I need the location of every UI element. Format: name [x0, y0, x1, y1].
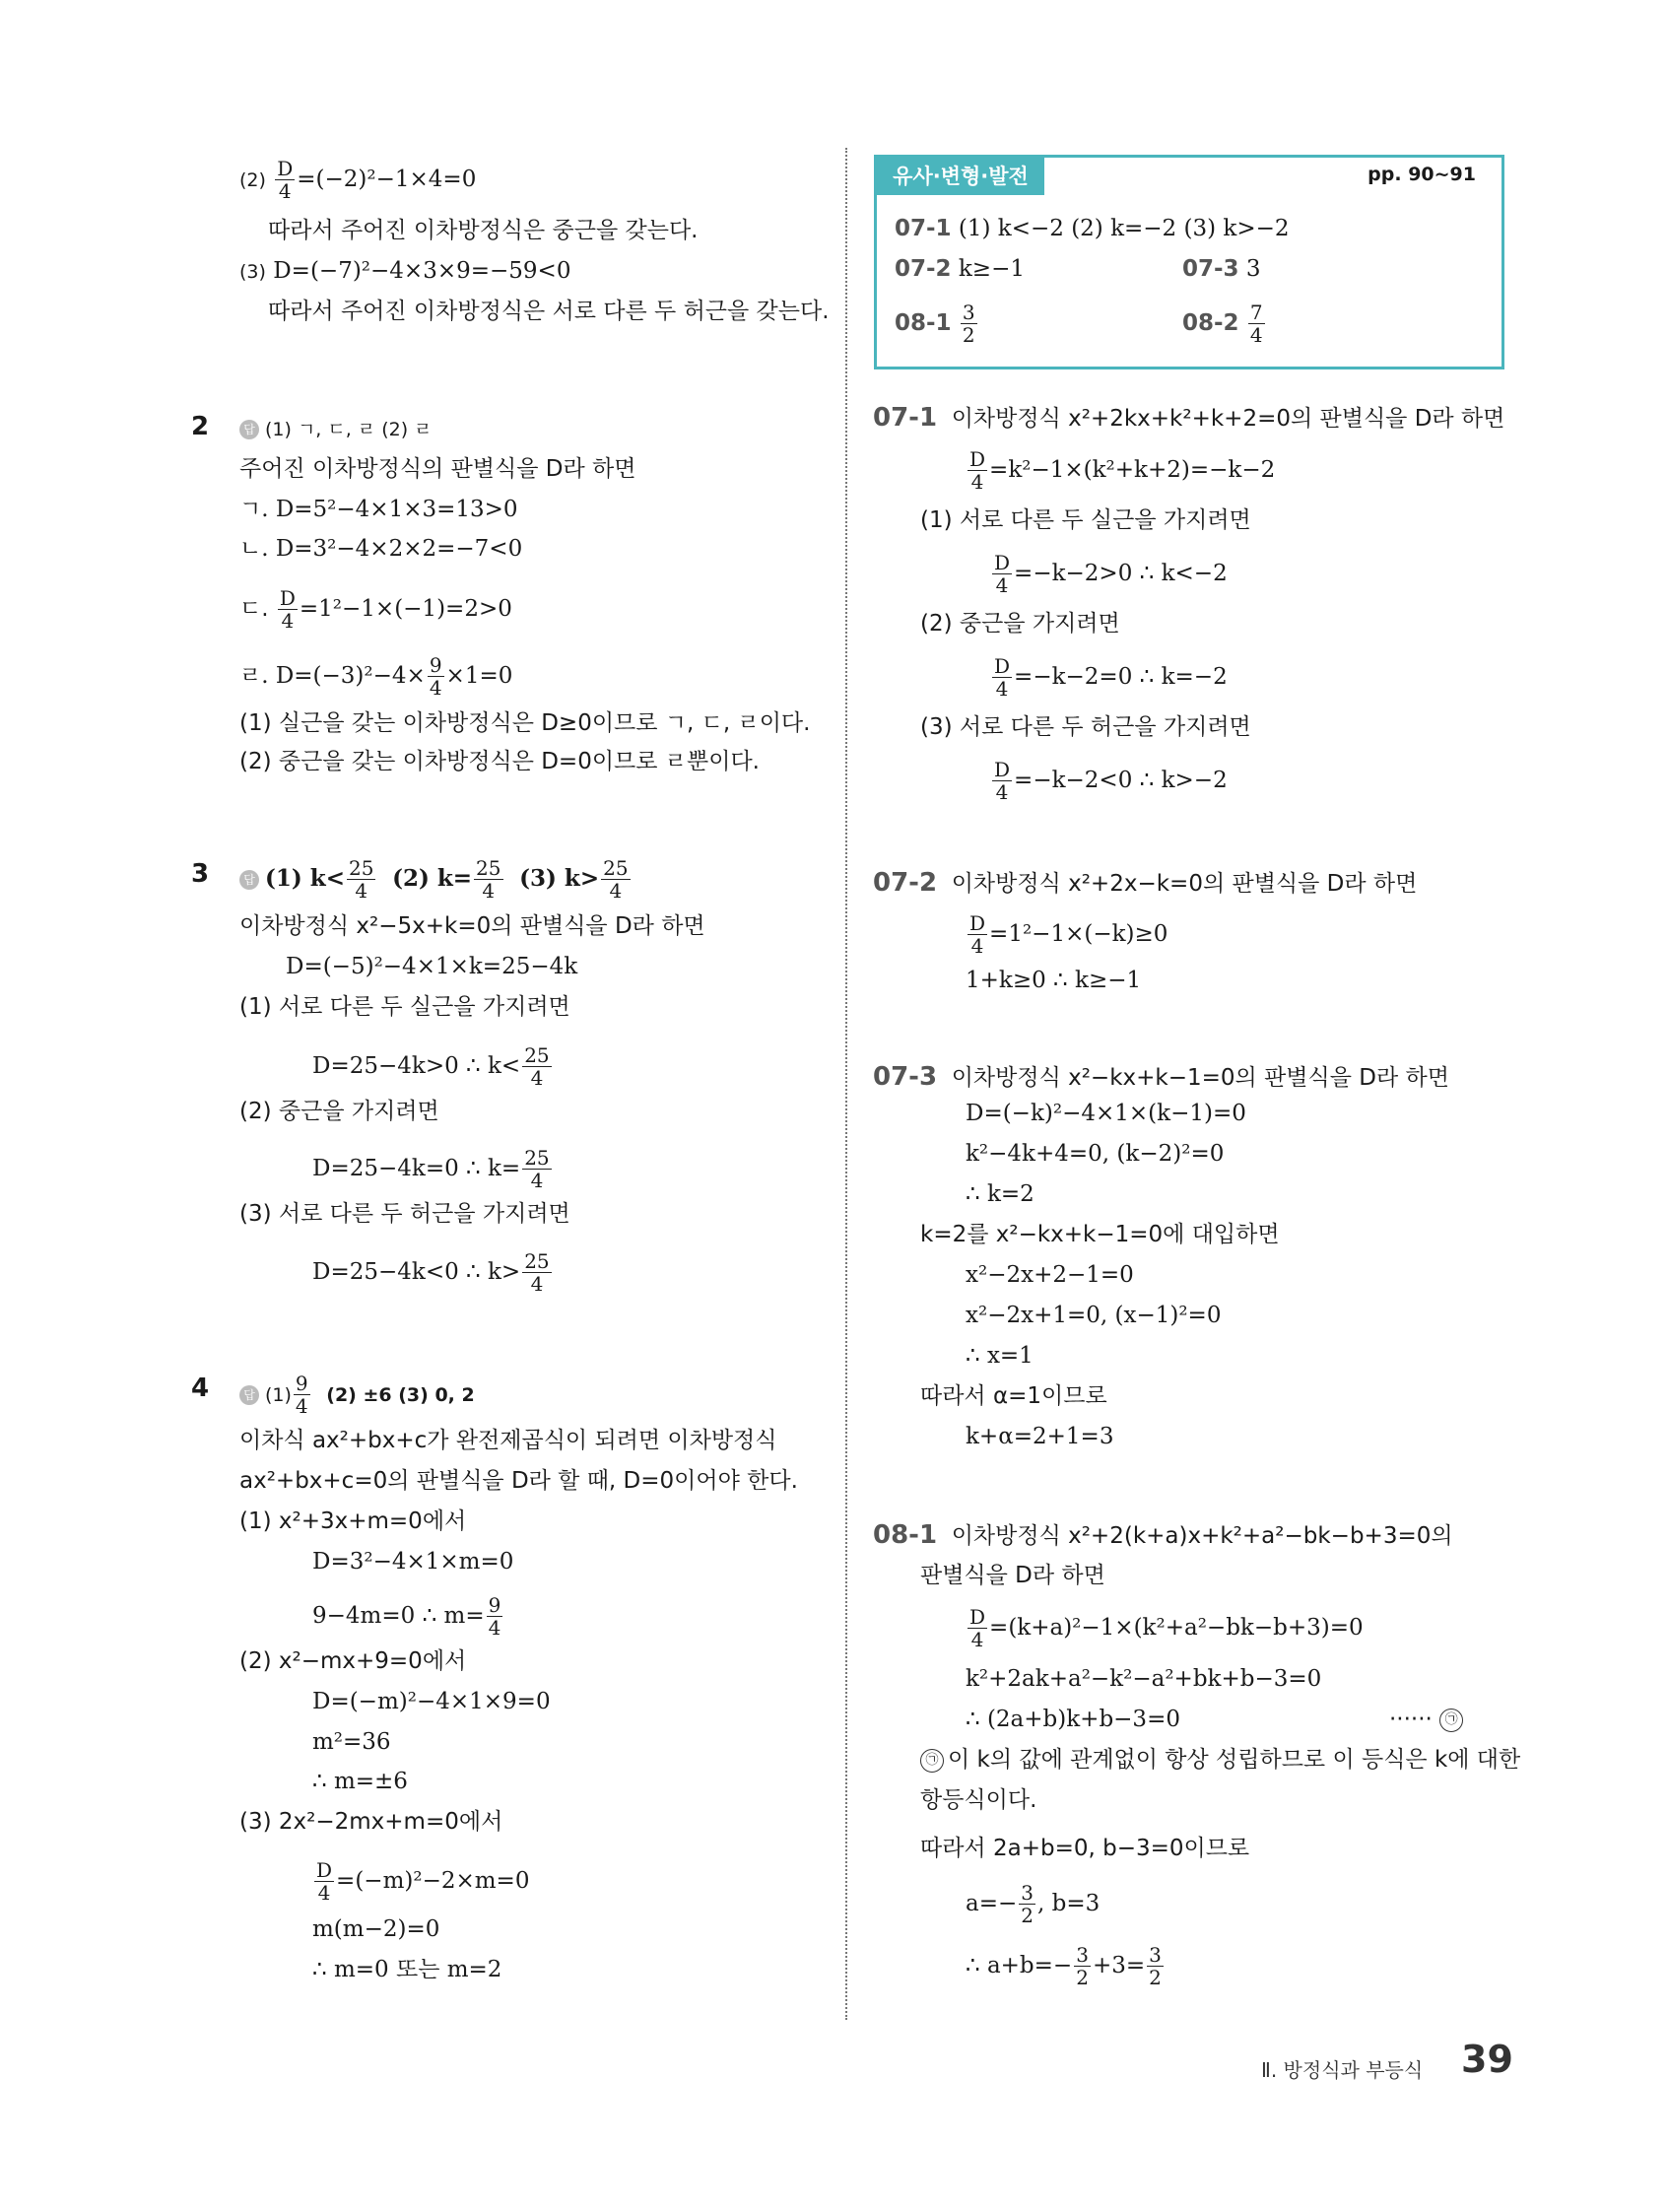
eq-line: ㄹ. D=(−3)²−4× $\frac{9}{4}$ ×1=0 — [239, 653, 513, 700]
eq-line: x²−2x+2−1=0 — [966, 1262, 1134, 1288]
text-line: 따라서 주어진 이차방정식은 중근을 갖는다. — [268, 218, 699, 243]
eq-line: m²=36 — [312, 1729, 391, 1755]
eq-line: D=(−k)²−4×1×(k−1)=0 — [966, 1101, 1246, 1126]
answer-line: 답 (1) k< $\frac{25}{4}$ (2) k= $\frac{25}{4}$ (3) k> $\frac{25}{4}$ — [239, 857, 633, 902]
eq-line: $\frac{D}{4}$ =k²−1×(k²+k+2)=−k−2 — [969, 447, 1276, 494]
eq-line: D=25−4k<0 ∴ k> $\frac{25}{4}$ — [312, 1249, 550, 1296]
eq-line: D=3²−4×1×m=0 — [312, 1549, 514, 1575]
eq-line: D=(−5)²−4×1×k=25−4k — [286, 954, 578, 979]
answer-badge-icon: 답 — [239, 420, 259, 439]
answer-line: 답 (1) $\frac{9}{4}$ (2) ±6 (3) 0, 2 — [239, 1373, 475, 1417]
eq-line: $\frac{D}{4}$ =−k−2>0 ∴ k<−2 — [994, 551, 1228, 597]
column-divider — [845, 148, 847, 2020]
answer-badge-icon: 답 — [239, 870, 259, 890]
eq-line: ∴ a+b=− $\frac{3}{2}$ +3= $\frac{3}{2}$ — [966, 1943, 1162, 1989]
page-number: 39 — [1461, 2038, 1513, 2081]
eq-line: D=(−m)²−4×1×9=0 — [312, 1689, 551, 1714]
problem-line: 07-3 이차방정식 x²−kx+k−1=0의 판별식을 D라 하면 — [873, 1062, 1449, 1092]
eq-line: ∴ m=±6 — [312, 1769, 408, 1794]
eq-line: D=25−4k>0 ∴ k< $\frac{25}{4}$ — [312, 1043, 550, 1090]
box-row: 08-1 $\frac{3}{2}$ — [895, 301, 975, 347]
fraction: $\frac{D}{4}$ — [277, 157, 294, 203]
eq-line: m(m−2)=0 — [312, 1916, 440, 1942]
question-number: 4 — [191, 1374, 210, 1403]
eq-line: D=25−4k=0 ∴ k= $\frac{25}{4}$ — [312, 1146, 550, 1192]
eq-line: k²+2ak+a²−k²−a²+bk+b−3=0 — [966, 1666, 1322, 1692]
box-row: 08-2 $\frac{7}{4}$ — [1182, 301, 1263, 347]
answer-line: 답 (1) ㄱ, ㄷ, ㄹ (2) ㄹ — [239, 413, 433, 445]
box-row: 07-3 3 — [1182, 256, 1261, 282]
text-line: (2) 중근을 가지려면 — [920, 611, 1120, 637]
text-line: 따라서 2a+b=0, b−3=0이므로 — [920, 1836, 1250, 1861]
problem-line: 07-1 이차방정식 x²+2kx+k²+k+2=0의 판별식을 D라 하면 — [873, 403, 1505, 433]
eq-line: $\frac{D}{4}$ =−k−2<0 ∴ k>−2 — [994, 758, 1228, 804]
p1-3-line: (3) D=(−7)²−4×3×9=−59<0 — [239, 258, 571, 284]
circled-label-icon: ㉠ — [1439, 1709, 1463, 1732]
eq-line: ∴ (2a+b)k+b−3=0 — [966, 1707, 1180, 1732]
eq-line: x²−2x+1=0, (x−1)²=0 — [966, 1303, 1222, 1328]
eq-line: $\frac{D}{4}$ =1²−1×(−k)≥0 — [969, 911, 1168, 958]
problem-line: 07-2 이차방정식 x²+2x−k=0의 판별식을 D라 하면 — [873, 868, 1418, 898]
text-line: 항등식이다. — [920, 1787, 1037, 1813]
text-line: (3) 서로 다른 두 허근을 가지려면 — [239, 1201, 570, 1227]
eq-line: $\frac{D}{4}$ =−k−2=0 ∴ k=−2 — [994, 654, 1228, 701]
text-line: ㉠ 이 k의 값에 관계없이 항상 성립하므로 이 등식은 k에 대한 — [920, 1744, 1520, 1776]
text-line: 주어진 이차방정식의 판별식을 D라 하면 — [239, 456, 636, 482]
box-row: 07-2 k≥−1 — [895, 256, 1025, 282]
text-line: (1) 서로 다른 두 실근을 가지려면 — [239, 994, 570, 1020]
eq-line: k²−4k+4=0, (k−2)²=0 — [966, 1141, 1225, 1167]
eq-line: ∴ m=0 또는 m=2 — [312, 1957, 502, 1982]
text-line: 이차방정식 x²−5x+k=0의 판별식을 D라 하면 — [239, 913, 705, 939]
answer-badge-icon: 답 — [239, 1385, 259, 1405]
eq-line: ㄴ. D=3²−4×2×2=−7<0 — [239, 536, 523, 562]
text-line: (1) 실근을 갖는 이차방정식은 D≥0이므로 ㄱ, ㄷ, ㄹ이다. — [239, 710, 811, 736]
text-line: (1) x²+3x+m=0에서 — [239, 1508, 467, 1534]
circled-label-icon: ㉠ — [920, 1749, 944, 1773]
eq-line: k+α=2+1=3 — [966, 1424, 1114, 1449]
problem-line: 08-1 이차방정식 x²+2(k+a)x+k²+a²−bk−b+3=0의 — [873, 1520, 1453, 1550]
box-header: 유사·변형·발전 — [877, 158, 1044, 195]
text-line: ax²+bx+c=0의 판별식을 D라 할 때, D=0이어야 한다. — [239, 1468, 798, 1494]
text-line: (3) 서로 다른 두 허근을 가지려면 — [920, 714, 1251, 740]
box-row: 07-1 (1) k<−2 (2) k=−2 (3) k>−2 — [895, 216, 1290, 241]
eq-line: 1+k≥0 ∴ k≥−1 — [966, 968, 1142, 993]
text-line: 판별식을 D라 하면 — [920, 1563, 1105, 1588]
equation-tag: ······ ㉠ — [1389, 1704, 1467, 1735]
eq-line: $\frac{D}{4}$ =(−m)²−2×m=0 — [316, 1858, 530, 1905]
question-number: 2 — [191, 412, 210, 441]
eq-line: ㄷ. $\frac{D}{4}$ =1²−1×(−1)=2>0 — [239, 586, 512, 633]
text-line: (2) x²−mx+9=0에서 — [239, 1648, 467, 1674]
question-number: 3 — [191, 859, 210, 889]
answer-summary-box — [874, 155, 1504, 369]
text-line: (2) 중근을 가지려면 — [239, 1099, 439, 1124]
p1-2-line: (2) $\frac{D}{4}$ =(−2)²−1×4=0 — [239, 157, 477, 203]
eq-line: a=− $\frac{3}{2}$ , b=3 — [966, 1881, 1101, 1927]
eq-line: 9−4m=0 ∴ m= $\frac{9}{4}$ — [312, 1593, 501, 1640]
text-line: (1) 서로 다른 두 실근을 가지려면 — [920, 507, 1251, 533]
box-pages: pp. 90~91 — [1368, 164, 1476, 185]
text-line: (3) 2x²−2mx+m=0에서 — [239, 1809, 503, 1835]
text-line: (2) 중근을 갖는 이차방정식은 D=0이므로 ㄹ뿐이다. — [239, 749, 760, 774]
eq-line: ㄱ. D=5²−4×1×3=13>0 — [239, 497, 518, 522]
text-line: 따라서 α=1이므로 — [920, 1383, 1107, 1409]
text-line: k=2를 x²−kx+k−1=0에 대입하면 — [920, 1222, 1280, 1247]
text-line: 이차식 ax²+bx+c가 완전제곱식이 되려면 이차방정식 — [239, 1428, 777, 1453]
eq-line: ∴ k=2 — [966, 1181, 1034, 1207]
eq-line: $\frac{D}{4}$ =(k+a)²−1×(k²+a²−bk−b+3)=0 — [969, 1605, 1364, 1651]
section-footer: Ⅱ. 방정식과 부등식 — [1261, 2058, 1424, 2082]
text-line: 따라서 주어진 이차방정식은 서로 다른 두 허근을 갖는다. — [268, 299, 830, 324]
eq-line: ∴ x=1 — [966, 1343, 1034, 1369]
